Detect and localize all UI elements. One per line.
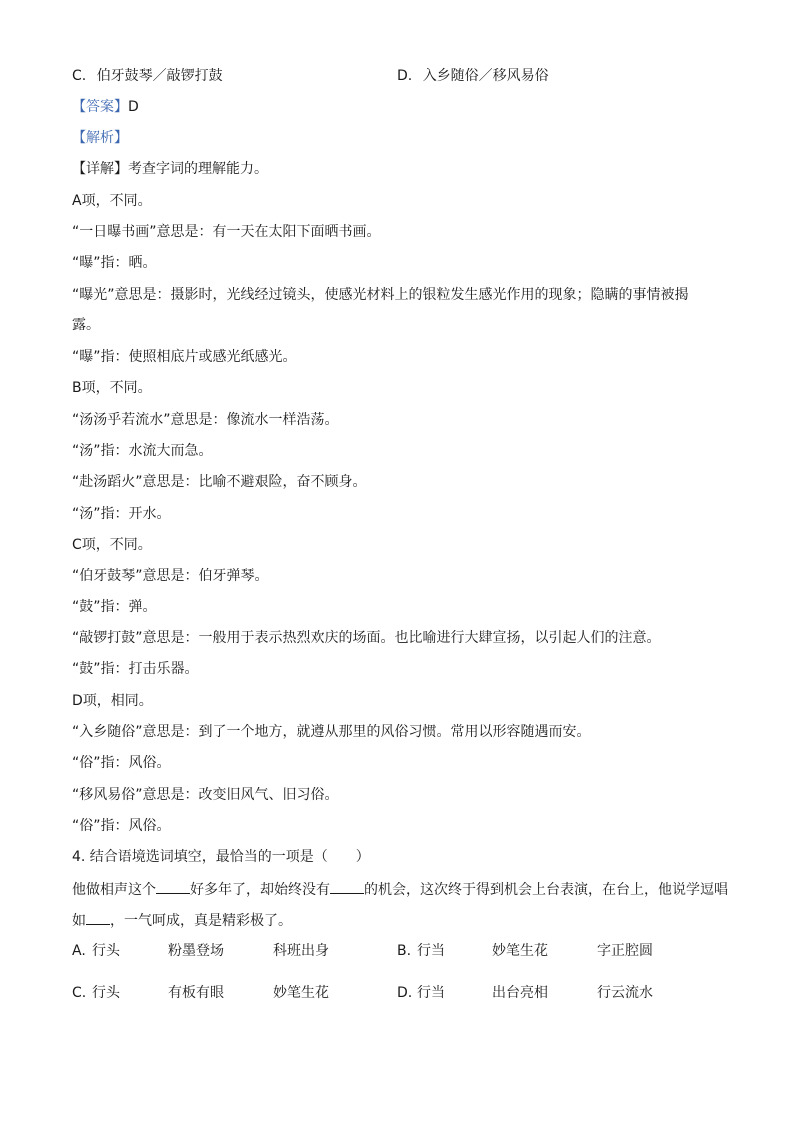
detail-tag: 【详解】 [72,161,128,177]
explanation-line: “汤汤乎若流水”意思是：像流水一样浩荡。 [72,412,339,428]
explanation-line: “入乡随俗”意思是：到了一个地方，就遵从那里的风俗习惯。常用以形容随遇而安。 [72,724,591,740]
q3-option-d [397,66,549,86]
option-label: C. [72,68,87,84]
explanation-line: “一日曝书画”意思是：有一天在太阳下面晒书画。 [72,224,381,240]
explanation-line: “曝”指：使照相底片或感光纸感光。 [72,349,297,365]
question-4-passage-line2 [72,910,292,931]
analysis-tag: 【解析】 [72,130,128,146]
explanation-line: “移风易俗”意思是：改变旧风气、旧习俗。 [72,787,339,803]
question-4-passage-line1 [72,879,728,900]
explanation-line: “汤”指：开水。 [72,506,171,522]
q4-option-d-word3: 行云流水 [597,985,653,1001]
passage-text: 他做相声这个 [72,882,156,898]
q4-option-b-word3: 字正腔圆 [597,943,653,959]
explanation-line: “伯牙鼓琴”意思是：伯牙弹琴。 [72,568,269,584]
q4-option-b-word2: 妙笔生花 [492,943,548,959]
option-label: D. [397,68,413,84]
explanation-line: “曝”指：晒。 [72,255,157,271]
explanation-line: “汤”指：水流大而急。 [72,443,213,459]
q4-option-d-word1: 行当 [417,985,445,1001]
q4-option-d-word2: 出台亮相 [492,985,548,1001]
passage-text: 的机会，这次终于得到机会上台表演，在台上，他说学逗唱 [364,882,728,898]
detail-text: 考查字词的理解能力。 [128,161,268,177]
explanation-line: C项，不同。 [72,537,152,553]
option-text: 入乡随俗／移风易俗 [422,68,549,84]
passage-text: 如 [72,913,86,929]
explanation-line: “俗”指：风俗。 [72,755,171,771]
option-text: 伯牙鼓琴／敲锣打鼓 [96,68,223,84]
q4-option-c-word2: 有板有眼 [168,985,224,1001]
explanation-line: “鼓”指：打击乐器。 [72,661,199,677]
explanation-line: “俗”指：风俗。 [72,818,171,834]
fill-blank [86,910,110,925]
answer-tag: 【答案】 [72,99,128,115]
passage-text: 好多年了，却始终没有 [190,882,330,898]
explanation-line: B项，不同。 [72,380,152,396]
explanation-line: “鼓”指：弹。 [72,599,157,615]
q4-option-d-label: D. [397,985,413,1001]
detail-line [72,159,268,179]
explanation-line: A项，不同。 [72,193,152,209]
explanation-line: “敲锣打鼓”意思是：一般用于表示热烈欢庆的场面。也比喻进行大肆宣扬，以引起人们的注意。 [72,630,661,646]
explanation-line: “曝光”意思是：摄影时，光线经过镜头，使感光材料上的银粒发生感光作用的现象；隐瞒的事情被揭 [72,287,689,303]
q4-option-a-word2: 粉墨登场 [168,943,224,959]
analysis-heading [72,128,128,148]
answer-value: D [128,99,139,115]
q4-option-c-word3: 妙笔生花 [273,985,329,1001]
q4-option-a-label: A. [72,943,86,959]
explanation-line: 露。 [72,317,100,333]
fill-blank [156,879,190,894]
q4-option-c-word1: 行头 [92,985,120,1001]
q4-option-c-label: C. [72,985,87,1001]
explanation-line: D项，相同。 [72,693,153,709]
question-4-stem: 4. 结合语境选词填空，最恰当的一项是（ ） [72,849,370,865]
q4-option-b-word1: 行当 [417,943,445,959]
fill-blank [330,879,364,894]
answer-line [72,97,139,117]
q3-option-c [72,66,223,86]
explanation-line: “赴汤蹈火”意思是：比喻不避艰险，奋不顾身。 [72,474,367,490]
q4-option-a-word1: 行头 [92,943,120,959]
q4-option-b-label: B. [397,943,412,959]
passage-text: ，一气呵成，真是精彩极了。 [110,913,292,929]
q4-option-a-word3: 科班出身 [273,943,329,959]
